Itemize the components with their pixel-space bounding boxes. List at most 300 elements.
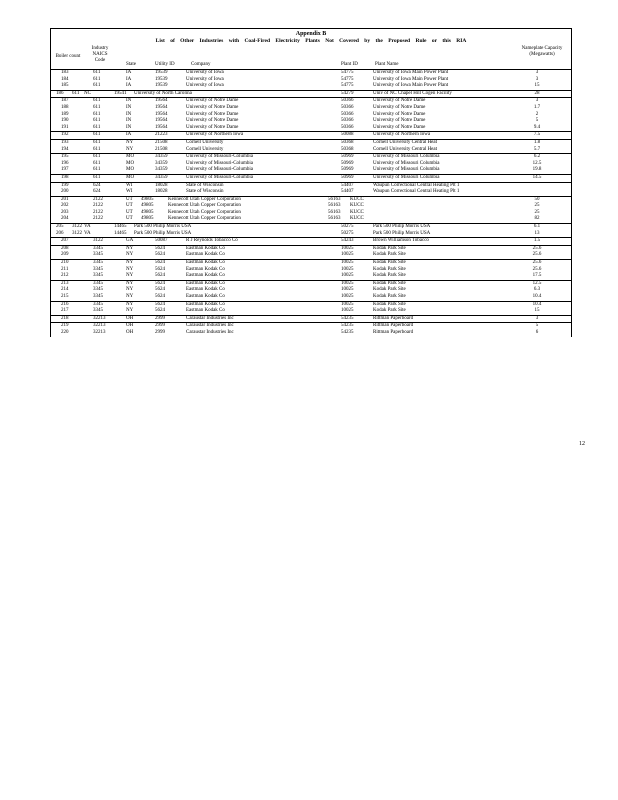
cell-naics-code: 32213 xyxy=(93,323,106,329)
cell-plant-id: 10025 xyxy=(341,280,354,286)
cell-plant-id: 56163 xyxy=(328,196,341,202)
cell-state: GA xyxy=(126,238,134,244)
cell-capacity: 1.8 xyxy=(533,139,541,145)
cell-plant-name: Kodak Park Site xyxy=(373,287,406,293)
cell-naics-code: 3345 xyxy=(93,280,103,286)
cell-plant-name: Rittman Paperboard xyxy=(373,315,414,321)
cell-capacity: 6.1 xyxy=(533,224,541,230)
table-row xyxy=(51,210,571,217)
cell-capacity: 50 xyxy=(534,196,540,202)
cell-utility-id: 34359 xyxy=(155,154,168,160)
cell-capacity: 10.4 xyxy=(532,294,542,299)
cell-state: UT xyxy=(126,216,133,222)
cell-state: NY xyxy=(126,266,134,272)
cell-state: MO xyxy=(126,174,135,180)
table-row xyxy=(51,237,571,245)
table-row xyxy=(51,182,571,190)
cell-plant-id: 50368 xyxy=(341,146,354,152)
cell-utility-id: 19564 xyxy=(155,124,168,130)
cell-plant-name: Waupun Correctional Central Heating Plt 1 xyxy=(373,182,460,188)
cell-plant-id: 50088 xyxy=(341,132,354,138)
cell-capacity: 9.4 xyxy=(533,124,541,130)
cell-state: IN xyxy=(126,104,132,110)
cell-company: University of Notre Dame xyxy=(186,111,239,117)
header-company: Company xyxy=(191,62,211,67)
cell-state: WI xyxy=(126,182,133,188)
cell-utility-id: 5624 xyxy=(155,245,165,251)
cell-company: Kennecott Utah Copper Corporation xyxy=(168,196,241,202)
cell-boiler-count: 185 xyxy=(61,83,69,89)
cell-company: University of North Carolina xyxy=(134,90,192,96)
cell-boiler-count: 206 xyxy=(56,230,64,236)
cell-boiler-count: 212 xyxy=(61,273,69,279)
cell-plant-name: University of Missouri Columbia xyxy=(373,154,440,160)
cell-state: MO xyxy=(126,160,135,166)
cell-utility-id: 18028 xyxy=(155,189,168,195)
cell-utility-id: 5624 xyxy=(155,260,165,266)
cell-naics-code: 611 xyxy=(93,132,101,138)
cell-boiler-count: 208 xyxy=(61,245,69,251)
cell-plant-name: Cornell University Central Heat xyxy=(373,139,438,145)
cell-state: IA xyxy=(126,76,132,82)
table-row xyxy=(51,105,571,112)
table-row xyxy=(51,131,571,139)
cell-plant-id: 54775 xyxy=(341,83,354,89)
cell-utility-id: 2999 xyxy=(155,323,165,329)
cell-plant-id: 50366 xyxy=(341,118,354,124)
cell-plant-id: 54775 xyxy=(341,76,354,82)
cell-plant-id: 50969 xyxy=(341,154,354,160)
cell-naics-code: 611 xyxy=(93,124,101,130)
cell-boiler-count: 203 xyxy=(61,209,69,215)
cell-state: OH xyxy=(126,329,134,335)
table-row xyxy=(51,203,571,210)
cell-capacity: 6.3 xyxy=(533,287,541,293)
cell-company: University of Notre Dame xyxy=(186,124,239,130)
cell-boiler-count: 198 xyxy=(61,174,69,180)
cell-naics-code: 2122 xyxy=(93,216,103,222)
cell-plant-id: 10025 xyxy=(341,287,354,293)
cell-boiler-count: 202 xyxy=(61,203,69,209)
table-row xyxy=(51,97,571,105)
cell-plant-id: 54243 xyxy=(341,238,354,244)
cell-utility-id: 21508 xyxy=(155,146,168,152)
cell-plant-id: 10025 xyxy=(341,301,354,307)
table-row xyxy=(51,216,571,223)
cell-utility-id: 49805 xyxy=(141,203,154,209)
cell-plant-name: University of Notre Dame xyxy=(373,111,426,117)
cell-company: Eastman Kodak Co xyxy=(186,301,225,307)
table-row xyxy=(51,259,571,267)
header-utility-id: Utility ID xyxy=(155,62,175,67)
cell-naics-code: 611 xyxy=(93,98,101,104)
cell-plant-name: Kodak Park Site xyxy=(373,280,406,286)
cell-utility-id: 34359 xyxy=(155,167,168,173)
cell-boiler-count: 207 xyxy=(61,238,69,244)
cell-state: IA xyxy=(126,83,132,89)
cell-utility-id: 19541 xyxy=(114,90,127,96)
cell-capacity: 25 xyxy=(534,203,540,209)
cell-company: University of Iowa xyxy=(186,76,224,82)
appendix-table xyxy=(50,28,572,337)
cell-utility-id: 5624 xyxy=(155,294,165,299)
cell-naics-code: 611 xyxy=(93,167,101,173)
cell-plant-name: University of Iowa Main Power Plant xyxy=(373,76,449,82)
cell-naics-code: 611 xyxy=(93,154,101,160)
cell-utility-id: 5624 xyxy=(155,273,165,279)
cell-naics-code: 2122 xyxy=(93,196,103,202)
cell-naics-code: 3345 xyxy=(93,252,103,258)
cell-capacity: 6 xyxy=(535,329,539,335)
cell-plant-name: University of Notre Dame xyxy=(373,124,426,130)
cell-capacity: 5 xyxy=(535,118,539,124)
cell-state: IA xyxy=(126,132,132,138)
cell-plant-name: Kodak Park Site xyxy=(373,308,406,314)
cell-company: University of Missouri-Columbia xyxy=(186,167,253,173)
cell-plant-name: Univ of NC Chapel Hill Cogen Facility xyxy=(373,90,452,96)
cell-plant-id: 50275 xyxy=(341,224,354,230)
cell-utility-id: 19539 xyxy=(155,76,168,82)
cell-capacity: 5.7 xyxy=(533,146,541,152)
cell-company: University of Iowa xyxy=(186,70,224,75)
cell-boiler-count: 201 xyxy=(61,196,69,202)
cell-boiler-count: 192 xyxy=(61,132,69,138)
cell-naics-code: 611 xyxy=(93,83,101,89)
cell-company: University of Notre Dame xyxy=(186,104,239,110)
cell-plant-name: Waupun Correctional Central Heating Plt 1 xyxy=(373,189,460,195)
cell-utility-id: 21508 xyxy=(155,139,168,145)
cell-capacity: 25.6 xyxy=(532,266,542,272)
cell-company: Kennecott Utah Copper Corporation xyxy=(168,216,241,222)
cell-company: University of Missouri-Columbia xyxy=(186,154,253,160)
cell-naics-code: 32213 xyxy=(93,329,106,335)
cell-company: Eastman Kodak Co xyxy=(186,308,225,314)
appendix-title: Appendix B xyxy=(295,31,327,37)
cell-utility-id: 34359 xyxy=(155,160,168,166)
cell-utility-id: 49805 xyxy=(141,196,154,202)
cell-state: IN xyxy=(126,111,132,117)
cell-company: Eastman Kodak Co xyxy=(186,266,225,272)
cell-capacity: 17.5 xyxy=(532,273,542,279)
table-row xyxy=(51,245,571,253)
cell-company: Kennecott Utah Copper Corporation xyxy=(168,209,241,215)
cell-plant-name: Kodak Park Site xyxy=(373,294,406,299)
cell-capacity: 3 xyxy=(535,70,539,75)
cell-capacity: 19.8 xyxy=(532,167,542,173)
table-row xyxy=(51,153,571,161)
cell-plant-id: 50275 xyxy=(341,230,354,236)
table-row xyxy=(51,315,571,323)
table-row xyxy=(51,294,571,301)
cell-boiler-count: 220 xyxy=(61,329,69,335)
cell-naics-code: 2122 xyxy=(93,203,103,209)
cell-capacity: 2 xyxy=(535,111,539,117)
table-row xyxy=(51,280,571,288)
cell-plant-id: 10025 xyxy=(341,266,354,272)
cell-state: NY xyxy=(126,308,134,314)
cell-boiler-count: 189 xyxy=(61,111,69,117)
cell-company: Caraustar Industries Inc xyxy=(186,323,234,329)
cell-plant-name: KUCC xyxy=(350,209,364,215)
cell-utility-id: 5624 xyxy=(155,308,165,314)
cell-plant-name: KUCC xyxy=(350,203,364,209)
cell-utility-id: 34359 xyxy=(155,174,168,180)
cell-capacity: 13 xyxy=(534,230,540,236)
header-naics: Industry NAICS Code xyxy=(91,46,109,63)
cell-naics-code: 611 xyxy=(72,90,80,96)
cell-capacity: 28 xyxy=(534,90,540,96)
cell-capacity: 3 xyxy=(535,315,539,321)
cell-naics-code: 611 xyxy=(93,111,101,117)
cell-naics-code: 3122 xyxy=(93,238,103,244)
table-row xyxy=(51,308,571,315)
cell-boiler-count: 196 xyxy=(61,160,69,166)
cell-naics-code: 3345 xyxy=(93,301,103,307)
cell-boiler-count: 194 xyxy=(61,146,69,152)
cell-naics-code: 624 xyxy=(93,189,101,195)
cell-plant-name: Park 500 Philip Morris USA xyxy=(373,224,431,230)
cell-plant-name: University of Notre Dame xyxy=(373,118,426,124)
cell-plant-id: 50366 xyxy=(341,124,354,130)
cell-capacity: 1.5 xyxy=(533,238,541,244)
cell-state: UT xyxy=(126,209,133,215)
cell-utility-id: 5624 xyxy=(155,301,165,307)
cell-state: NY xyxy=(126,260,134,266)
cell-plant-id: 54407 xyxy=(341,189,354,195)
cell-naics-code: 611 xyxy=(93,104,101,110)
table-row xyxy=(51,273,571,280)
table-row xyxy=(51,167,571,174)
table-row xyxy=(51,147,571,154)
cell-capacity: 3 xyxy=(535,98,539,104)
cell-utility-id: 19564 xyxy=(155,111,168,117)
cell-plant-name: University of Notre Dame xyxy=(373,104,426,110)
cell-plant-id: 50366 xyxy=(341,111,354,117)
cell-boiler-count: 190 xyxy=(61,118,69,124)
table-row xyxy=(51,139,571,147)
cell-naics-code: 3345 xyxy=(93,273,103,279)
cell-plant-name: Kodak Park Site xyxy=(373,301,406,307)
cell-plant-name: University of Missouri Columbia xyxy=(373,160,440,166)
cell-plant-id: 54235 xyxy=(341,315,354,321)
cell-utility-id: 49805 xyxy=(141,216,154,222)
cell-company: Eastman Kodak Co xyxy=(186,245,225,251)
header-plant-id: Plant ID xyxy=(341,62,358,67)
cell-state: MO xyxy=(126,154,135,160)
cell-plant-name: University of Iowa Main Power Plant xyxy=(373,83,449,89)
cell-company: Cornell University xyxy=(186,146,224,152)
cell-plant-id: 10025 xyxy=(341,260,354,266)
cell-state: NY xyxy=(126,146,134,152)
cell-capacity: 5 xyxy=(535,323,539,329)
table-row xyxy=(51,267,571,274)
cell-naics-code: 3345 xyxy=(93,294,103,299)
cell-plant-name: Kodak Park Site xyxy=(373,266,406,272)
cell-naics-code: 3345 xyxy=(93,266,103,272)
cell-utility-id: 5624 xyxy=(155,252,165,258)
cell-company: Kennecott Utah Copper Corporation xyxy=(168,203,241,209)
table-subtitle: List of Other Industries with Coal-Fired Electricity Plants Not Covered by the Proposed Rule or this RIA xyxy=(155,38,467,44)
cell-plant-name: Kodak Park Site xyxy=(373,252,406,258)
cell-plant-name: KUCC xyxy=(350,216,364,222)
cell-company: Eastman Kodak Co xyxy=(186,294,225,299)
table-row xyxy=(51,125,571,132)
cell-company: Eastman Kodak Co xyxy=(186,273,225,279)
cell-boiler-count: 186 xyxy=(56,90,64,96)
cell-plant-name: Rittman Paperboard xyxy=(373,329,414,335)
cell-utility-id: 19564 xyxy=(155,98,168,104)
table-row xyxy=(51,112,571,119)
cell-state: IN xyxy=(126,118,132,124)
cell-company: University of Northern Iowa xyxy=(186,132,244,138)
table-row xyxy=(51,287,571,294)
cell-capacity: 25 xyxy=(534,209,540,215)
cell-capacity: 25.6 xyxy=(532,260,542,266)
cell-utility-id: 19564 xyxy=(155,118,168,124)
header-state: State xyxy=(126,62,136,67)
cell-plant-name: Kodak Park Site xyxy=(373,245,406,251)
cell-plant-name: Park 500 Philip Morris USA xyxy=(373,230,431,236)
cell-company: Caraustar Industries Inc xyxy=(186,315,234,321)
cell-state: VA xyxy=(84,224,91,230)
cell-capacity: 15 xyxy=(534,308,540,314)
cell-company: R J Reynolds Tobacco Co xyxy=(186,238,238,244)
cell-capacity: 15 xyxy=(534,83,540,89)
cell-plant-id: 10025 xyxy=(341,294,354,299)
cell-state: OH xyxy=(126,323,134,329)
table-row xyxy=(51,161,571,168)
cell-utility-id: 14465 xyxy=(114,230,127,236)
cell-naics-code: 3345 xyxy=(93,245,103,251)
table-row xyxy=(51,223,571,231)
cell-plant-name: University of Iowa Main Power Plant xyxy=(373,70,449,75)
cell-capacity: 10.4 xyxy=(532,301,542,307)
cell-company: University of Missouri-Columbia xyxy=(186,174,253,180)
cell-boiler-count: 205 xyxy=(56,224,64,230)
cell-naics-code: 611 xyxy=(93,118,101,124)
cell-plant-id: 54235 xyxy=(341,329,354,335)
cell-company: University of Notre Dame xyxy=(186,118,239,124)
cell-capacity: 25.6 xyxy=(532,252,542,258)
cell-utility-id: 2999 xyxy=(155,315,165,321)
cell-state: UT xyxy=(126,196,133,202)
cell-plant-name: KUCC xyxy=(350,196,364,202)
cell-boiler-count: 216 xyxy=(61,301,69,307)
cell-plant-id: 56163 xyxy=(328,203,341,209)
table-header xyxy=(51,29,571,70)
cell-company: State of Wisconsin xyxy=(186,189,224,195)
table-row xyxy=(51,330,571,337)
cell-naics-code: 611 xyxy=(93,146,101,152)
cell-boiler-count: 187 xyxy=(61,98,69,104)
table-row xyxy=(51,252,571,259)
cell-utility-id: 5624 xyxy=(155,287,165,293)
cell-plant-id: 50368 xyxy=(341,139,354,145)
cell-capacity: 7.5 xyxy=(533,132,541,138)
cell-plant-name: Rittman Paperboard xyxy=(373,323,414,329)
cell-boiler-count: 195 xyxy=(61,154,69,160)
cell-utility-id: 19539 xyxy=(155,83,168,89)
cell-plant-id: 56163 xyxy=(328,209,341,215)
cell-plant-name: University of Missouri Columbia xyxy=(373,167,440,173)
cell-boiler-count: 200 xyxy=(61,189,69,195)
cell-naics-code: 611 xyxy=(93,174,101,180)
cell-capacity: 12.5 xyxy=(532,280,542,286)
cell-plant-id: 10025 xyxy=(341,252,354,258)
cell-company: University of Missouri-Columbia xyxy=(186,160,253,166)
cell-plant-id: 50969 xyxy=(341,160,354,166)
cell-boiler-count: 184 xyxy=(61,76,69,82)
cell-state: NY xyxy=(126,301,134,307)
cell-plant-name: University of Northern Iowa xyxy=(373,132,431,138)
cell-capacity: 1.7 xyxy=(533,104,541,110)
table-row xyxy=(51,322,571,330)
cell-state: NY xyxy=(126,280,134,286)
cell-plant-id: 54775 xyxy=(341,70,354,75)
cell-capacity: 82 xyxy=(534,216,540,222)
cell-utility-id: 2999 xyxy=(155,329,165,335)
table-row xyxy=(51,70,571,77)
table-row xyxy=(51,189,571,196)
cell-utility-id: 5624 xyxy=(155,280,165,286)
cell-capacity: 3 xyxy=(535,76,539,82)
cell-boiler-count: 215 xyxy=(61,294,69,299)
cell-plant-name: Kodak Park Site xyxy=(373,260,406,266)
table-row xyxy=(51,301,571,309)
cell-utility-id: 5624 xyxy=(155,266,165,272)
cell-naics-code: 611 xyxy=(93,160,101,166)
cell-plant-id: 50366 xyxy=(341,98,354,104)
table-row xyxy=(51,77,571,84)
cell-company: Eastman Kodak Co xyxy=(186,280,225,286)
cell-utility-id: 19564 xyxy=(155,104,168,110)
cell-company: State of Wisconsin xyxy=(186,182,224,188)
cell-plant-id: 10025 xyxy=(341,273,354,279)
cell-company: Park 500 Philip Morris USA xyxy=(134,230,192,236)
cell-utility-id: 50087 xyxy=(155,238,168,244)
cell-state: NY xyxy=(126,287,134,293)
cell-plant-id: 10025 xyxy=(341,245,354,251)
cell-utility-id: 49805 xyxy=(141,209,154,215)
cell-state: IN xyxy=(126,124,132,130)
cell-naics-code: 3345 xyxy=(93,308,103,314)
cell-company: Cornell University xyxy=(186,139,224,145)
table-row xyxy=(51,231,571,238)
cell-naics-code: 3122 xyxy=(72,224,82,230)
cell-boiler-count: 214 xyxy=(61,287,69,293)
cell-boiler-count: 217 xyxy=(61,308,69,314)
page-number: 12 xyxy=(579,441,585,447)
header-capacity: Nameplate Capacity (Megawatts) xyxy=(521,46,563,57)
table-row xyxy=(51,90,571,98)
cell-state: MO xyxy=(126,167,135,173)
cell-state: VA xyxy=(84,230,91,236)
cell-utility-id: 18028 xyxy=(155,182,168,188)
cell-company: University of Notre Dame xyxy=(186,98,239,104)
cell-company: University of Iowa xyxy=(186,83,224,89)
cell-state: UT xyxy=(126,203,133,209)
cell-state: NY xyxy=(126,273,134,279)
cell-naics-code: 611 xyxy=(93,76,101,82)
table-row xyxy=(51,118,571,125)
table-row xyxy=(51,174,571,182)
cell-naics-code: 3345 xyxy=(93,287,103,293)
cell-company: Caraustar Industries Inc xyxy=(186,329,234,335)
cell-naics-code: 3122 xyxy=(72,230,82,236)
cell-naics-code: 2122 xyxy=(93,209,103,215)
header-plant-name: Plant Name xyxy=(375,62,399,67)
cell-capacity: 12.5 xyxy=(532,160,542,166)
